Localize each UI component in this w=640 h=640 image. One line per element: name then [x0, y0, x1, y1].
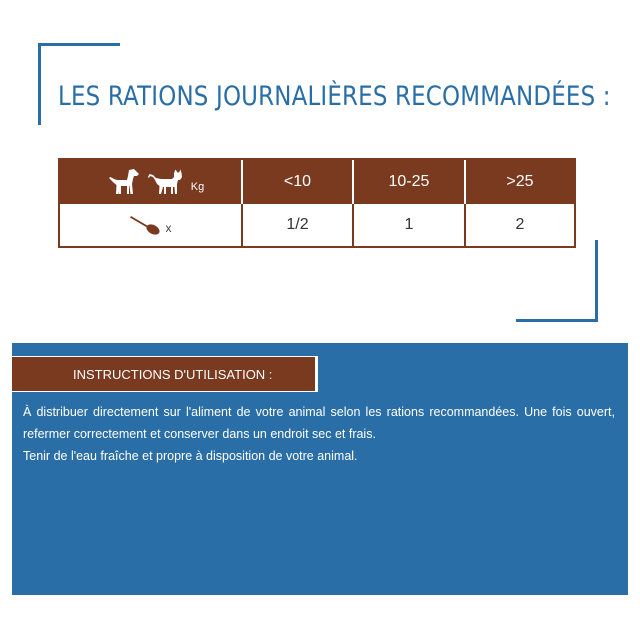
- corner-bracket-top-left: [38, 43, 120, 46]
- cat-icon: [147, 169, 183, 197]
- instructions-text: [23, 401, 615, 467]
- rations-table-row: [60, 204, 574, 246]
- instructions-panel: [12, 343, 628, 595]
- instructions-paragraph-2: Tenir de l'eau fraîche et propre à disposition de votre animal.: [23, 449, 358, 463]
- weight-range-header-2: 10-25: [352, 160, 464, 204]
- dose-value-1: 1/2: [241, 204, 352, 246]
- corner-bracket-top-left-vertical: [38, 43, 41, 125]
- dose-value-2: 1: [352, 204, 464, 246]
- rations-table: [58, 158, 576, 248]
- dose-label-cell: [60, 204, 241, 246]
- instructions-heading-text: INSTRUCTIONS D'UTILISATION :: [73, 366, 273, 382]
- instructions-paragraph-1: À distribuer directement sur l'aliment de votre animal selon les rations recommandées. Une fois ouvert, refermer correctement et conserver dans un endroit sec et frais.: [23, 405, 615, 441]
- weight-range-header-1: <10: [241, 160, 352, 204]
- dose-value-3: 2: [464, 204, 574, 246]
- corner-bracket-bottom-right: [516, 319, 598, 322]
- corner-bracket-bottom-right-vertical: [595, 240, 598, 322]
- page-title: LES RATIONS JOURNALIÈRES RECOMMANDÉES :: [58, 81, 611, 113]
- spoon-icon: [130, 214, 162, 236]
- weight-unit-label: Kg: [190, 181, 205, 193]
- animal-weight-header-cell: [60, 160, 241, 204]
- instructions-heading: [12, 356, 318, 392]
- multiplier-label: x: [165, 221, 172, 235]
- weight-range-header-3: >25: [464, 160, 574, 204]
- rations-table-header: [60, 160, 574, 204]
- dog-icon: [107, 167, 141, 197]
